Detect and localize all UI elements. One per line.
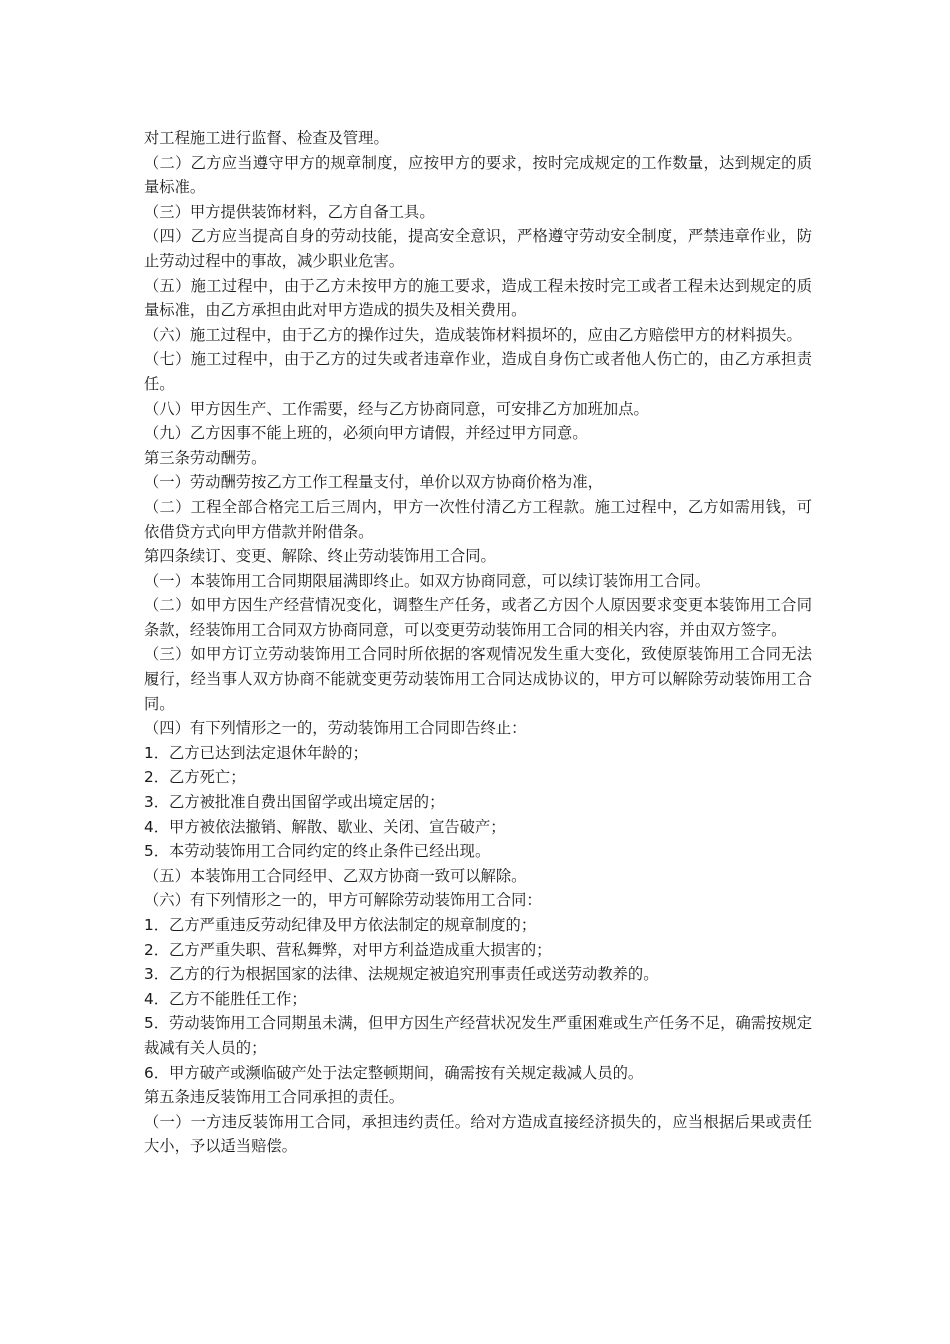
paragraph: （四）有下列情形之一的，劳动装饰用工合同即告终止： [144,719,527,738]
document-body [144,126,812,1159]
list-item: 1．乙方已达到法定退休年龄的； [144,743,368,762]
list-item: 4．乙方不能胜任工作； [144,989,307,1008]
list-item: 4．甲方被依法撤销、解散、歇业、关闭、宣告破产； [144,817,506,836]
paragraph: （二）如甲方因生产经营情况变化，调整生产任务，或者乙方因个人原因要求变更本装饰用工合同条款，经装饰用工合同双方协商同意，可以变更劳动装饰用工合同的相关内容，并由双方签字。 [144,596,812,639]
paragraph: （五）本装饰用工合同经甲、乙双方协商一致可以解除。 [144,866,527,885]
paragraph: （二）工程全部合格完工后三周内，甲方一次性付清乙方工程款。施工过程中，乙方如需用钱，可依借贷方式向甲方借款并附借条。 [144,497,812,541]
paragraph: （七）施工过程中，由于乙方的过失或者违章作业，造成自身伤亡或者他人伤亡的，由乙方承担责任。 [144,350,812,393]
paragraph: （一）一方违反装饰用工合同，承担违约责任。给对方造成直接经济损失的，应当根据后果或责任大小，予以适当赔偿。 [144,1112,812,1156]
paragraph: （六）施工过程中，由于乙方的操作过失，造成装饰材料损坏的，应由乙方赔偿甲方的材料损失。 [144,325,802,344]
paragraph: （八）甲方因生产、工作需要，经与乙方协商同意，可安排乙方加班加点。 [144,399,649,418]
paragraph: （四）乙方应当提高自身的劳动技能，提高安全意识，严格遵守劳动安全制度，严禁违章作业，防止劳动过程中的事故，减少职业危害。 [144,227,812,270]
list-item: 1．乙方严重违反劳动纪律及甲方依法制定的规章制度的； [144,916,537,934]
list-item: 3．乙方被批准自费出国留学或出境定居的； [144,793,445,812]
paragraph: （三）甲方提供装饰材料，乙方自备工具。 [144,202,435,221]
list-item: 6．甲方破产或濒临破产处于法定整顿期间，确需按有关规定裁减人员的。 [144,1063,644,1082]
list-item: 5．本劳动装饰用工合同约定的终止条件已经出现。 [144,842,491,861]
section-heading: 第五条违反装饰用工合同承担的责任。 [144,1088,405,1107]
section-heading: 第四条续订、变更、解除、终止劳动装饰用工合同。 [144,547,496,566]
paragraph: （九）乙方因事不能上班的，必须向甲方请假，并经过甲方同意。 [144,424,588,443]
paragraph: （一）劳动酬劳按乙方工作工程量支付，单价以双方协商价格为准， [144,473,603,492]
paragraph: （三）如甲方订立劳动装饰用工合同时所依据的客观情况发生重大变化，致使原装饰用工合同无法履行，经当事人双方协商不能就变更劳动装饰用工合同达成协议的，甲方可以解除劳动装饰用工合同。 [144,645,812,713]
list-item: 2．乙方死亡； [144,768,246,787]
paragraph: （一）本装饰用工合同期限届满即终止。如双方协商同意，可以续订装饰用工合同。 [144,571,710,590]
list-item: 5．劳动装饰用工合同期虽未满，但甲方因生产经营状况发生严重困难或生产任务不足，确需按规定裁减有关人员的； [144,1014,812,1057]
paragraph: （五）施工过程中，由于乙方未按甲方的施工要求，造成工程未按时完工或者工程未达到规定的质量标准，由乙方承担由此对甲方造成的损失及相关费用。 [144,276,812,320]
list-item: 2．乙方严重失职、营私舞弊，对甲方利益造成重大损害的； [144,940,552,959]
paragraph: 对工程施工进行监督、检查及管理。 [144,129,389,147]
section-heading: 第三条劳动酬劳。 [144,448,267,467]
list-item: 3．乙方的行为根据国家的法律、法规规定被追究刑事责任或送劳动教养的。 [144,965,659,984]
paragraph: （二）乙方应当遵守甲方的规章制度，应按甲方的要求，按时完成规定的工作数量，达到规定的质量标准。 [144,153,812,197]
paragraph: （六）有下列情形之一的，甲方可解除劳动装饰用工合同： [144,891,542,910]
